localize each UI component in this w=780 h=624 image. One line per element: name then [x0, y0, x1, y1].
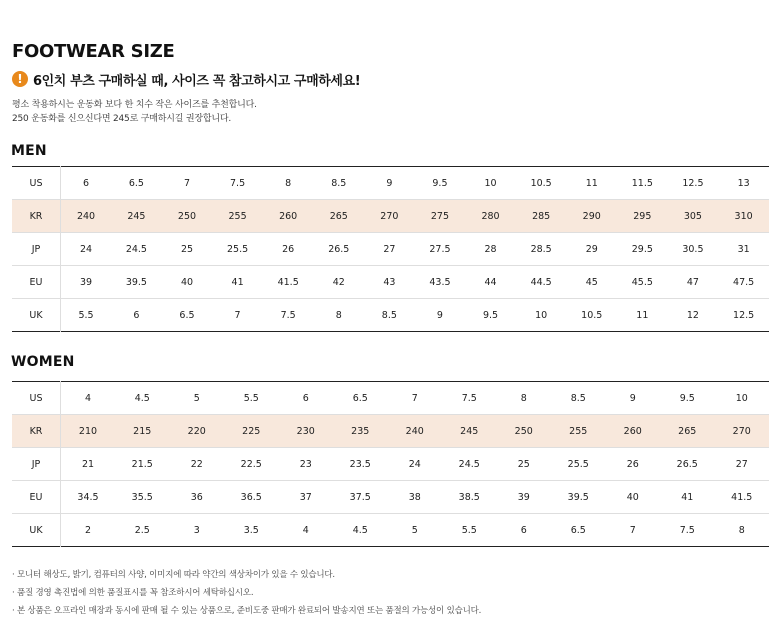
- size-cell: 43: [364, 266, 415, 299]
- size-cell: 245: [442, 415, 497, 448]
- warning-banner: [12, 70, 360, 88]
- size-cell: 34.5: [61, 481, 116, 514]
- size-cell: 29.5: [617, 233, 668, 266]
- size-cell: 28.5: [516, 233, 567, 266]
- size-cell: 4: [302, 524, 309, 536]
- size-cell: 44.5: [516, 266, 567, 299]
- row-header: JP: [12, 233, 61, 266]
- size-cell: 7.5: [679, 524, 695, 536]
- size-cell: 6.5: [570, 524, 586, 536]
- size-cell: 8: [738, 524, 745, 536]
- size-cell: 8.5: [381, 309, 397, 321]
- size-cell: 5.5: [78, 309, 94, 321]
- size-cell: 7: [162, 167, 213, 200]
- size-row-eu: [12, 481, 769, 514]
- size-cell: 5.5: [224, 382, 279, 415]
- row-header: JP: [12, 448, 61, 481]
- warning-text: 6인치 부츠 구매하실 때, 사이즈 꼭 참고하시고 구매하세요!: [33, 73, 361, 89]
- row-header: US: [12, 167, 61, 200]
- size-cell: 13: [718, 167, 769, 200]
- row-header: UK: [12, 299, 61, 332]
- size-cell: 225: [224, 415, 279, 448]
- size-cell: 38: [388, 481, 443, 514]
- row-header: KR: [12, 415, 61, 448]
- size-cell: 9: [436, 309, 443, 321]
- size-description: [12, 98, 257, 126]
- row-header: US: [12, 382, 61, 415]
- size-cell: 30.5: [668, 233, 719, 266]
- size-cell: 11: [636, 309, 649, 321]
- size-cell: 7: [388, 382, 443, 415]
- size-cell: 210: [61, 415, 116, 448]
- women-section-label: WOMEN: [11, 354, 75, 370]
- men-section-label: MEN: [11, 143, 47, 159]
- size-cell: 47.5: [718, 266, 769, 299]
- size-cell: 270: [364, 200, 415, 233]
- size-cell: 265: [313, 200, 364, 233]
- size-cell: 3.5: [243, 524, 259, 536]
- size-cell: 2: [84, 524, 92, 536]
- size-row-uk: [12, 299, 769, 332]
- row-header: KR: [12, 200, 61, 233]
- size-cell: 42: [313, 266, 364, 299]
- women-size-table: [12, 381, 769, 547]
- size-cell: 2.5: [134, 524, 150, 536]
- size-cell: 215: [115, 415, 170, 448]
- size-cell: 9: [606, 382, 661, 415]
- size-cell: 41.5: [263, 266, 314, 299]
- size-cell: 22: [170, 448, 225, 481]
- size-cell: 7: [629, 524, 636, 536]
- size-cell: 5: [170, 382, 225, 415]
- size-cell: 37: [279, 481, 334, 514]
- size-row-kr: [12, 200, 769, 233]
- size-cell: 36.5: [224, 481, 279, 514]
- row-header: EU: [12, 266, 61, 299]
- notes: [12, 566, 481, 620]
- size-cell: 43.5: [415, 266, 466, 299]
- size-cell: 290: [566, 200, 617, 233]
- size-cell: 11: [566, 167, 617, 200]
- size-cell: 295: [617, 200, 668, 233]
- size-cell: 35.5: [115, 481, 170, 514]
- size-cell: 12.5: [733, 309, 755, 321]
- size-cell: 6.5: [111, 167, 162, 200]
- size-cell: 8: [335, 309, 342, 321]
- size-cell: 6: [133, 309, 140, 321]
- description-line: 250 운동화를 신으신다면 245로 구매하시길 권장합니다.: [12, 114, 232, 124]
- size-cell: 8: [497, 382, 552, 415]
- note-item: · 모니터 해상도, 밝기, 컴퓨터의 사양, 이미지에 따라 약간의 색상차이가 있을 수 있습니다.: [12, 570, 335, 580]
- size-cell: 220: [170, 415, 225, 448]
- size-cell: 24.5: [111, 233, 162, 266]
- size-cell: 305: [668, 200, 719, 233]
- size-cell: 26.5: [660, 448, 715, 481]
- size-cell: 7.5: [212, 167, 263, 200]
- size-cell: 45.5: [617, 266, 668, 299]
- size-cell: 10: [465, 167, 516, 200]
- size-cell: 4: [61, 382, 116, 415]
- row-header: UK: [12, 514, 61, 547]
- size-cell: 9.5: [415, 167, 466, 200]
- size-cell: 255: [212, 200, 263, 233]
- size-cell: 24.5: [442, 448, 497, 481]
- size-cell: 250: [497, 415, 552, 448]
- size-row-us: [12, 167, 769, 200]
- size-cell: 7.5: [280, 309, 296, 321]
- exclamation-icon: !: [12, 71, 28, 87]
- size-cell: 9.5: [482, 309, 499, 321]
- size-cell: 37.5: [333, 481, 388, 514]
- size-row-us: [12, 382, 769, 415]
- size-row-jp: [12, 233, 769, 266]
- size-cell: 22.5: [224, 448, 279, 481]
- size-cell: 39: [61, 266, 112, 299]
- size-cell: 235: [333, 415, 388, 448]
- size-row-eu: [12, 266, 769, 299]
- size-cell: 7.5: [442, 382, 497, 415]
- size-cell: 285: [516, 200, 567, 233]
- size-cell: 6.5: [333, 382, 388, 415]
- note-item: · 품질 경영 촉진법에 의한 품질표시를 꼭 참조하시어 세탁하십시오.: [12, 588, 254, 598]
- size-cell: 4.5: [352, 524, 368, 536]
- size-cell: 310: [718, 200, 769, 233]
- size-cell: 29: [566, 233, 617, 266]
- size-cell: 260: [263, 200, 314, 233]
- size-cell: 3: [193, 524, 200, 536]
- size-cell: 41.5: [715, 481, 770, 514]
- size-cell: 8: [263, 167, 314, 200]
- size-cell: 245: [111, 200, 162, 233]
- size-cell: 7: [234, 309, 241, 321]
- size-cell: 280: [465, 200, 516, 233]
- size-cell: 44: [465, 266, 516, 299]
- size-cell: 25: [497, 448, 552, 481]
- size-cell: 40: [606, 481, 661, 514]
- size-cell: 40: [162, 266, 213, 299]
- size-cell: 5.5: [461, 524, 477, 536]
- row-header: EU: [12, 481, 61, 514]
- size-cell: 24: [61, 233, 112, 266]
- size-cell: 265: [660, 415, 715, 448]
- size-cell: 24: [388, 448, 443, 481]
- size-cell: 11.5: [617, 167, 668, 200]
- size-cell: 28: [465, 233, 516, 266]
- size-cell: 26: [606, 448, 661, 481]
- size-row-jp: [12, 448, 769, 481]
- size-cell: 31: [718, 233, 769, 266]
- size-cell: 45: [566, 266, 617, 299]
- size-cell: 12: [686, 309, 699, 321]
- size-cell: 6: [279, 382, 334, 415]
- size-cell: 9: [364, 167, 415, 200]
- size-cell: 25: [162, 233, 213, 266]
- size-cell: 47: [668, 266, 719, 299]
- size-cell: 27: [715, 448, 770, 481]
- size-cell: 41: [660, 481, 715, 514]
- size-cell: 39.5: [551, 481, 606, 514]
- size-cell: 8.5: [551, 382, 606, 415]
- description-line: 평소 착용하시는 운동화 보다 한 치수 작은 사이즈를 추천합니다.: [12, 100, 257, 110]
- size-cell: 26.5: [313, 233, 364, 266]
- size-cell: 27: [364, 233, 415, 266]
- men-size-table: [12, 166, 769, 332]
- size-cell: 10: [535, 309, 548, 321]
- size-cell: 12.5: [668, 167, 719, 200]
- size-cell: 25.5: [551, 448, 606, 481]
- size-cell: 6: [61, 167, 112, 200]
- size-cell: 39: [497, 481, 552, 514]
- size-cell: 10: [715, 382, 770, 415]
- note-item: · 본 상품은 오프라인 매장과 동시에 판매 될 수 있는 상품으로, 준비도중 판매가 완료되어 발송지연 또는 품절의 가능성이 있습니다.: [12, 606, 482, 616]
- size-cell: 26: [263, 233, 314, 266]
- size-cell: 8.5: [313, 167, 364, 200]
- size-cell: 10.5: [516, 167, 567, 200]
- size-cell: 39.5: [111, 266, 162, 299]
- size-cell: 250: [162, 200, 213, 233]
- size-cell: 38.5: [442, 481, 497, 514]
- size-cell: 9.5: [660, 382, 715, 415]
- size-cell: 240: [61, 200, 112, 233]
- size-cell: 21.5: [115, 448, 170, 481]
- size-cell: 260: [606, 415, 661, 448]
- size-cell: 6.5: [179, 309, 195, 321]
- size-cell: 5: [411, 524, 418, 536]
- size-row-kr: [12, 415, 769, 448]
- size-cell: 21: [61, 448, 116, 481]
- size-cell: 270: [715, 415, 770, 448]
- size-cell: 23: [279, 448, 334, 481]
- page-title: FOOTWEAR SIZE: [12, 41, 175, 62]
- size-cell: 25.5: [212, 233, 263, 266]
- size-cell: 240: [388, 415, 443, 448]
- size-cell: 230: [279, 415, 334, 448]
- size-cell: 6: [520, 524, 527, 536]
- size-cell: 41: [212, 266, 263, 299]
- size-cell: 10.5: [581, 309, 603, 321]
- size-cell: 23.5: [333, 448, 388, 481]
- size-cell: 275: [415, 200, 466, 233]
- size-cell: 255: [551, 415, 606, 448]
- size-cell: 27.5: [415, 233, 466, 266]
- size-row-uk: [12, 514, 769, 547]
- size-cell: 36: [170, 481, 225, 514]
- size-cell: 4.5: [115, 382, 170, 415]
